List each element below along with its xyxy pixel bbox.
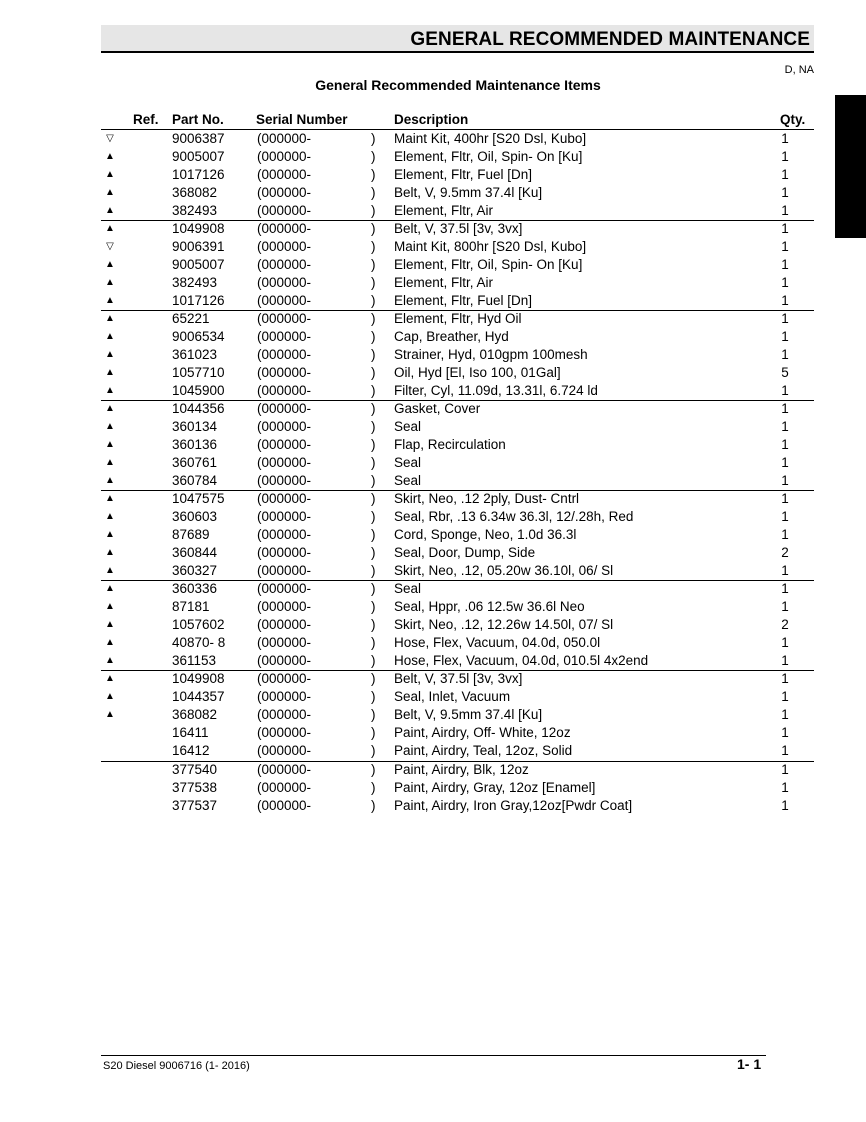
serial-number: (000000- xyxy=(257,743,312,758)
serial-close: ) xyxy=(371,203,376,218)
part-number: 1044357 xyxy=(172,689,225,704)
ref-marker: ▲ xyxy=(105,475,115,486)
quantity: 1 xyxy=(781,671,789,686)
serial-number: (000000- xyxy=(257,293,312,308)
quantity: 1 xyxy=(781,185,789,200)
part-number: 40870- 8 xyxy=(172,635,226,650)
serial-number: (000000- xyxy=(257,401,312,416)
serial-close: ) xyxy=(371,725,376,740)
column-header-qty: Qty. xyxy=(780,112,806,127)
ref-marker: ▽ xyxy=(106,133,114,144)
part-number: 1045900 xyxy=(172,383,225,398)
ref-marker: ▲ xyxy=(105,601,115,612)
serial-number: (000000- xyxy=(257,239,312,254)
serial-number: (000000- xyxy=(257,581,312,596)
ref-marker: ▲ xyxy=(105,565,115,576)
description: Belt, V, 9.5mm 37.4l [Ku] xyxy=(394,185,543,200)
header-rule xyxy=(101,129,814,130)
serial-number: (000000- xyxy=(257,455,312,470)
part-number: 1017126 xyxy=(172,167,225,182)
column-header-description: Description xyxy=(394,112,469,127)
quantity: 1 xyxy=(781,455,789,470)
ref-marker: ▲ xyxy=(105,205,115,216)
serial-number: (000000- xyxy=(257,563,312,578)
ref-marker: ▲ xyxy=(105,457,115,468)
table-row xyxy=(0,780,866,798)
part-number: 361023 xyxy=(172,347,218,362)
table-row xyxy=(0,509,866,527)
ref-marker: ▲ xyxy=(105,277,115,288)
table-row xyxy=(0,437,866,455)
table-row xyxy=(0,762,866,780)
description: Flap, Recirculation xyxy=(394,437,506,452)
ref-marker: ▲ xyxy=(105,691,115,702)
ref-marker: ▲ xyxy=(105,673,115,684)
serial-close: ) xyxy=(371,743,376,758)
table-row xyxy=(0,221,866,239)
ref-marker: ▲ xyxy=(105,655,115,666)
quantity: 1 xyxy=(781,383,789,398)
table-row xyxy=(0,545,866,563)
part-number: 368082 xyxy=(172,185,218,200)
table-row xyxy=(0,671,866,689)
table-row xyxy=(0,725,866,743)
serial-number: (000000- xyxy=(257,437,312,452)
serial-close: ) xyxy=(371,311,376,326)
quantity: 1 xyxy=(781,527,789,542)
table-row xyxy=(0,239,866,257)
table-row xyxy=(0,131,866,149)
table-row xyxy=(0,581,866,599)
description: Maint Kit, 800hr [S20 Dsl, Kubo] xyxy=(394,239,587,254)
part-number: 1044356 xyxy=(172,401,225,416)
description: Belt, V, 9.5mm 37.4l [Ku] xyxy=(394,707,543,722)
part-number: 360784 xyxy=(172,473,218,488)
part-number: 87689 xyxy=(172,527,210,542)
part-number: 377537 xyxy=(172,798,218,813)
quantity: 1 xyxy=(781,167,789,182)
description: Seal, Hppr, .06 12.5w 36.6l Neo xyxy=(394,599,585,614)
section-title: General Recommended Maintenance Items xyxy=(315,77,601,93)
serial-close: ) xyxy=(371,581,376,596)
quantity: 1 xyxy=(781,707,789,722)
group-divider xyxy=(101,310,814,311)
part-number: 9006387 xyxy=(172,131,225,146)
group-divider xyxy=(101,580,814,581)
table-row xyxy=(0,473,866,491)
ref-marker: ▲ xyxy=(105,439,115,450)
ref-marker: ▲ xyxy=(105,223,115,234)
description: Skirt, Neo, .12 2ply, Dust- Cntrl xyxy=(394,491,580,506)
serial-number: (000000- xyxy=(257,203,312,218)
description: Hose, Flex, Vacuum, 04.0d, 050.0l xyxy=(394,635,601,650)
serial-number: (000000- xyxy=(257,689,312,704)
serial-number: (000000- xyxy=(257,491,312,506)
table-row xyxy=(0,707,866,725)
description: Paint, Airdry, Teal, 12oz, Solid xyxy=(394,743,573,758)
ref-marker: ▲ xyxy=(105,583,115,594)
serial-close: ) xyxy=(371,293,376,308)
description: Hose, Flex, Vacuum, 04.0d, 010.5l 4x2end xyxy=(394,653,649,668)
ref-marker: ▲ xyxy=(105,529,115,540)
ref-marker: ▲ xyxy=(105,187,115,198)
serial-close: ) xyxy=(371,491,376,506)
serial-number: (000000- xyxy=(257,185,312,200)
serial-number: (000000- xyxy=(257,311,312,326)
part-number: 1047575 xyxy=(172,491,225,506)
serial-number: (000000- xyxy=(257,329,312,344)
part-number: 65221 xyxy=(172,311,210,326)
serial-close: ) xyxy=(371,780,376,795)
description: Cap, Breather, Hyd xyxy=(394,329,509,344)
serial-close: ) xyxy=(371,437,376,452)
serial-number: (000000- xyxy=(257,617,312,632)
serial-number: (000000- xyxy=(257,365,312,380)
column-header-part: Part No. xyxy=(172,112,224,127)
serial-close: ) xyxy=(371,509,376,524)
serial-number: (000000- xyxy=(257,707,312,722)
table-row xyxy=(0,167,866,185)
table-row xyxy=(0,798,866,816)
part-number: 360327 xyxy=(172,563,218,578)
quantity: 1 xyxy=(781,581,789,596)
table-row xyxy=(0,527,866,545)
ref-marker: ▲ xyxy=(105,151,115,162)
description: Paint, Airdry, Iron Gray,12oz[Pwdr Coat] xyxy=(394,798,633,813)
group-divider xyxy=(101,490,814,491)
footer-document-id: S20 Diesel 9006716 (1- 2016) xyxy=(103,1060,250,1072)
ref-marker: ▲ xyxy=(105,385,115,396)
quantity: 2 xyxy=(781,545,789,560)
quantity: 1 xyxy=(781,653,789,668)
part-number: 382493 xyxy=(172,203,218,218)
serial-number: (000000- xyxy=(257,798,312,813)
serial-number: (000000- xyxy=(257,527,312,542)
serial-number: (000000- xyxy=(257,149,312,164)
ref-marker: ▲ xyxy=(105,367,115,378)
page-number: 1- 1 xyxy=(737,1056,762,1072)
ref-marker: ▲ xyxy=(105,403,115,414)
part-number: 377538 xyxy=(172,780,218,795)
table-row xyxy=(0,185,866,203)
quantity: 1 xyxy=(781,239,789,254)
ref-marker: ▲ xyxy=(105,331,115,342)
ref-marker: ▲ xyxy=(105,637,115,648)
table-row xyxy=(0,419,866,437)
serial-close: ) xyxy=(371,167,376,182)
description: Skirt, Neo, .12, 05.20w 36.10l, 06/ Sl xyxy=(394,563,614,578)
group-divider xyxy=(101,670,814,671)
part-number: 16412 xyxy=(172,743,210,758)
quantity: 1 xyxy=(781,491,789,506)
part-number: 377540 xyxy=(172,762,218,777)
part-number: 360134 xyxy=(172,419,218,434)
quantity: 1 xyxy=(781,293,789,308)
serial-close: ) xyxy=(371,689,376,704)
serial-close: ) xyxy=(371,617,376,632)
table-row xyxy=(0,257,866,275)
part-number: 9005007 xyxy=(172,257,225,272)
part-number: 1017126 xyxy=(172,293,225,308)
page-title: GENERAL RECOMMENDED MAINTENANCE xyxy=(410,29,810,50)
quantity: 1 xyxy=(781,347,789,362)
table-row xyxy=(0,491,866,509)
part-number: 9006391 xyxy=(172,239,225,254)
quantity: 1 xyxy=(781,780,789,795)
description: Belt, V, 37.5l [3v, 3vx] xyxy=(394,221,523,236)
serial-number: (000000- xyxy=(257,383,312,398)
table-row xyxy=(0,149,866,167)
table-row xyxy=(0,599,866,617)
table-row xyxy=(0,635,866,653)
quantity: 1 xyxy=(781,762,789,777)
description: Element, Fltr, Air xyxy=(394,275,494,290)
serial-close: ) xyxy=(371,365,376,380)
serial-close: ) xyxy=(371,257,376,272)
part-number: 1049908 xyxy=(172,221,225,236)
serial-close: ) xyxy=(371,455,376,470)
serial-close: ) xyxy=(371,131,376,146)
description: Seal, Door, Dump, Side xyxy=(394,545,536,560)
ref-marker: ▲ xyxy=(105,259,115,270)
serial-close: ) xyxy=(371,653,376,668)
description: Element, Fltr, Fuel [Dn] xyxy=(394,293,533,308)
quantity: 1 xyxy=(781,257,789,272)
description: Seal xyxy=(394,419,422,434)
page-header-bar xyxy=(101,25,814,53)
quantity: 1 xyxy=(781,311,789,326)
description: Strainer, Hyd, 010gpm 100mesh xyxy=(394,347,588,362)
quantity: 1 xyxy=(781,131,789,146)
part-number: 16411 xyxy=(172,725,209,740)
serial-close: ) xyxy=(371,329,376,344)
description: Maint Kit, 400hr [S20 Dsl, Kubo] xyxy=(394,131,587,146)
quantity: 1 xyxy=(781,275,789,290)
serial-number: (000000- xyxy=(257,671,312,686)
group-divider xyxy=(101,400,814,401)
description: Element, Fltr, Air xyxy=(394,203,494,218)
ref-marker: ▲ xyxy=(105,313,115,324)
serial-close: ) xyxy=(371,798,376,813)
serial-number: (000000- xyxy=(257,509,312,524)
description: Element, Fltr, Oil, Spin- On [Ku] xyxy=(394,149,583,164)
serial-number: (000000- xyxy=(257,275,312,290)
column-header-serial: Serial Number xyxy=(256,112,348,127)
description: Seal xyxy=(394,581,422,596)
quantity: 1 xyxy=(781,599,789,614)
serial-close: ) xyxy=(371,599,376,614)
serial-close: ) xyxy=(371,545,376,560)
serial-close: ) xyxy=(371,239,376,254)
part-number: 360136 xyxy=(172,437,218,452)
quantity: 1 xyxy=(781,329,789,344)
group-divider xyxy=(101,220,814,221)
serial-close: ) xyxy=(371,473,376,488)
quantity: 1 xyxy=(781,419,789,434)
table-row xyxy=(0,401,866,419)
quantity: 1 xyxy=(781,689,789,704)
serial-close: ) xyxy=(371,383,376,398)
column-header-ref: Ref. xyxy=(133,112,159,127)
part-number: 1057710 xyxy=(172,365,225,380)
ref-marker: ▲ xyxy=(105,511,115,522)
description: Filter, Cyl, 11.09d, 13.31l, 6.724 ld xyxy=(394,383,598,398)
serial-close: ) xyxy=(371,762,376,777)
serial-number: (000000- xyxy=(257,780,312,795)
ref-marker: ▲ xyxy=(105,493,115,504)
ref-marker: ▲ xyxy=(105,421,115,432)
quantity: 1 xyxy=(781,635,789,650)
quantity: 1 xyxy=(781,743,789,758)
ref-marker: ▲ xyxy=(105,295,115,306)
table-row xyxy=(0,275,866,293)
description: Belt, V, 37.5l [3v, 3vx] xyxy=(394,671,523,686)
quantity: 1 xyxy=(781,221,789,236)
table-row xyxy=(0,689,866,707)
table-row xyxy=(0,311,866,329)
serial-number: (000000- xyxy=(257,257,312,272)
ref-marker: ▲ xyxy=(105,349,115,360)
serial-number: (000000- xyxy=(257,473,312,488)
description: Seal xyxy=(394,455,422,470)
description: Seal, Inlet, Vacuum xyxy=(394,689,511,704)
serial-close: ) xyxy=(371,527,376,542)
part-number: 360844 xyxy=(172,545,218,560)
part-number: 1049908 xyxy=(172,671,225,686)
part-number: 9006534 xyxy=(172,329,225,344)
serial-close: ) xyxy=(371,419,376,434)
part-number: 361153 xyxy=(172,653,217,668)
table-row xyxy=(0,455,866,473)
ref-marker: ▲ xyxy=(105,619,115,630)
serial-number: (000000- xyxy=(257,545,312,560)
serial-number: (000000- xyxy=(257,635,312,650)
serial-number: (000000- xyxy=(257,419,312,434)
quantity: 1 xyxy=(781,203,789,218)
description: Element, Fltr, Oil, Spin- On [Ku] xyxy=(394,257,583,272)
table-row xyxy=(0,365,866,383)
model-codes: D, NA xyxy=(784,64,814,76)
serial-close: ) xyxy=(371,707,376,722)
table-row xyxy=(0,329,866,347)
serial-close: ) xyxy=(371,221,376,236)
quantity: 1 xyxy=(781,149,789,164)
serial-close: ) xyxy=(371,275,376,290)
table-row xyxy=(0,617,866,635)
table-row xyxy=(0,653,866,671)
serial-number: (000000- xyxy=(257,221,312,236)
ref-marker: ▲ xyxy=(105,169,115,180)
table-row xyxy=(0,293,866,311)
description: Element, Fltr, Hyd Oil xyxy=(394,311,522,326)
quantity: 1 xyxy=(781,798,789,813)
part-number: 360761 xyxy=(172,455,218,470)
quantity: 1 xyxy=(781,437,789,452)
quantity: 2 xyxy=(781,617,789,632)
serial-close: ) xyxy=(371,149,376,164)
table-row xyxy=(0,347,866,365)
quantity: 1 xyxy=(781,401,789,416)
description: Paint, Airdry, Blk, 12oz xyxy=(394,762,529,777)
serial-close: ) xyxy=(371,563,376,578)
part-number: 360603 xyxy=(172,509,218,524)
quantity: 1 xyxy=(781,509,789,524)
description: Element, Fltr, Fuel [Dn] xyxy=(394,167,533,182)
serial-number: (000000- xyxy=(257,725,312,740)
serial-number: (000000- xyxy=(257,762,312,777)
table-row xyxy=(0,743,866,761)
description: Seal, Rbr, .13 6.34w 36.3l, 12/.28h, Red xyxy=(394,509,634,524)
table-row xyxy=(0,383,866,401)
description: Paint, Airdry, Off- White, 12oz xyxy=(394,725,571,740)
ref-marker: ▽ xyxy=(106,241,114,252)
serial-close: ) xyxy=(371,635,376,650)
serial-number: (000000- xyxy=(257,599,312,614)
ref-marker: ▲ xyxy=(105,709,115,720)
serial-close: ) xyxy=(371,401,376,416)
quantity: 5 xyxy=(781,365,789,380)
table-row xyxy=(0,563,866,581)
part-number: 368082 xyxy=(172,707,218,722)
part-number: 1057602 xyxy=(172,617,225,632)
serial-number: (000000- xyxy=(257,167,312,182)
description: Gasket, Cover xyxy=(394,401,481,416)
part-number: 9005007 xyxy=(172,149,225,164)
serial-number: (000000- xyxy=(257,653,312,668)
description: Paint, Airdry, Gray, 12oz [Enamel] xyxy=(394,780,596,795)
description: Oil, Hyd [El, Iso 100, 01Gal] xyxy=(394,365,561,380)
description: Seal xyxy=(394,473,422,488)
description: Skirt, Neo, .12, 12.26w 14.50l, 07/ Sl xyxy=(394,617,614,632)
serial-close: ) xyxy=(371,347,376,362)
table-row xyxy=(0,203,866,221)
quantity: 1 xyxy=(781,473,789,488)
footer-rule xyxy=(101,1055,766,1056)
part-number: 382493 xyxy=(172,275,218,290)
part-number: 87181 xyxy=(172,599,210,614)
part-number: 360336 xyxy=(172,581,218,596)
serial-number: (000000- xyxy=(257,131,312,146)
ref-marker: ▲ xyxy=(105,547,115,558)
group-divider xyxy=(101,761,814,762)
serial-close: ) xyxy=(371,671,376,686)
serial-number: (000000- xyxy=(257,347,312,362)
serial-close: ) xyxy=(371,185,376,200)
description: Cord, Sponge, Neo, 1.0d 36.3l xyxy=(394,527,577,542)
quantity: 1 xyxy=(781,725,789,740)
quantity: 1 xyxy=(781,563,789,578)
